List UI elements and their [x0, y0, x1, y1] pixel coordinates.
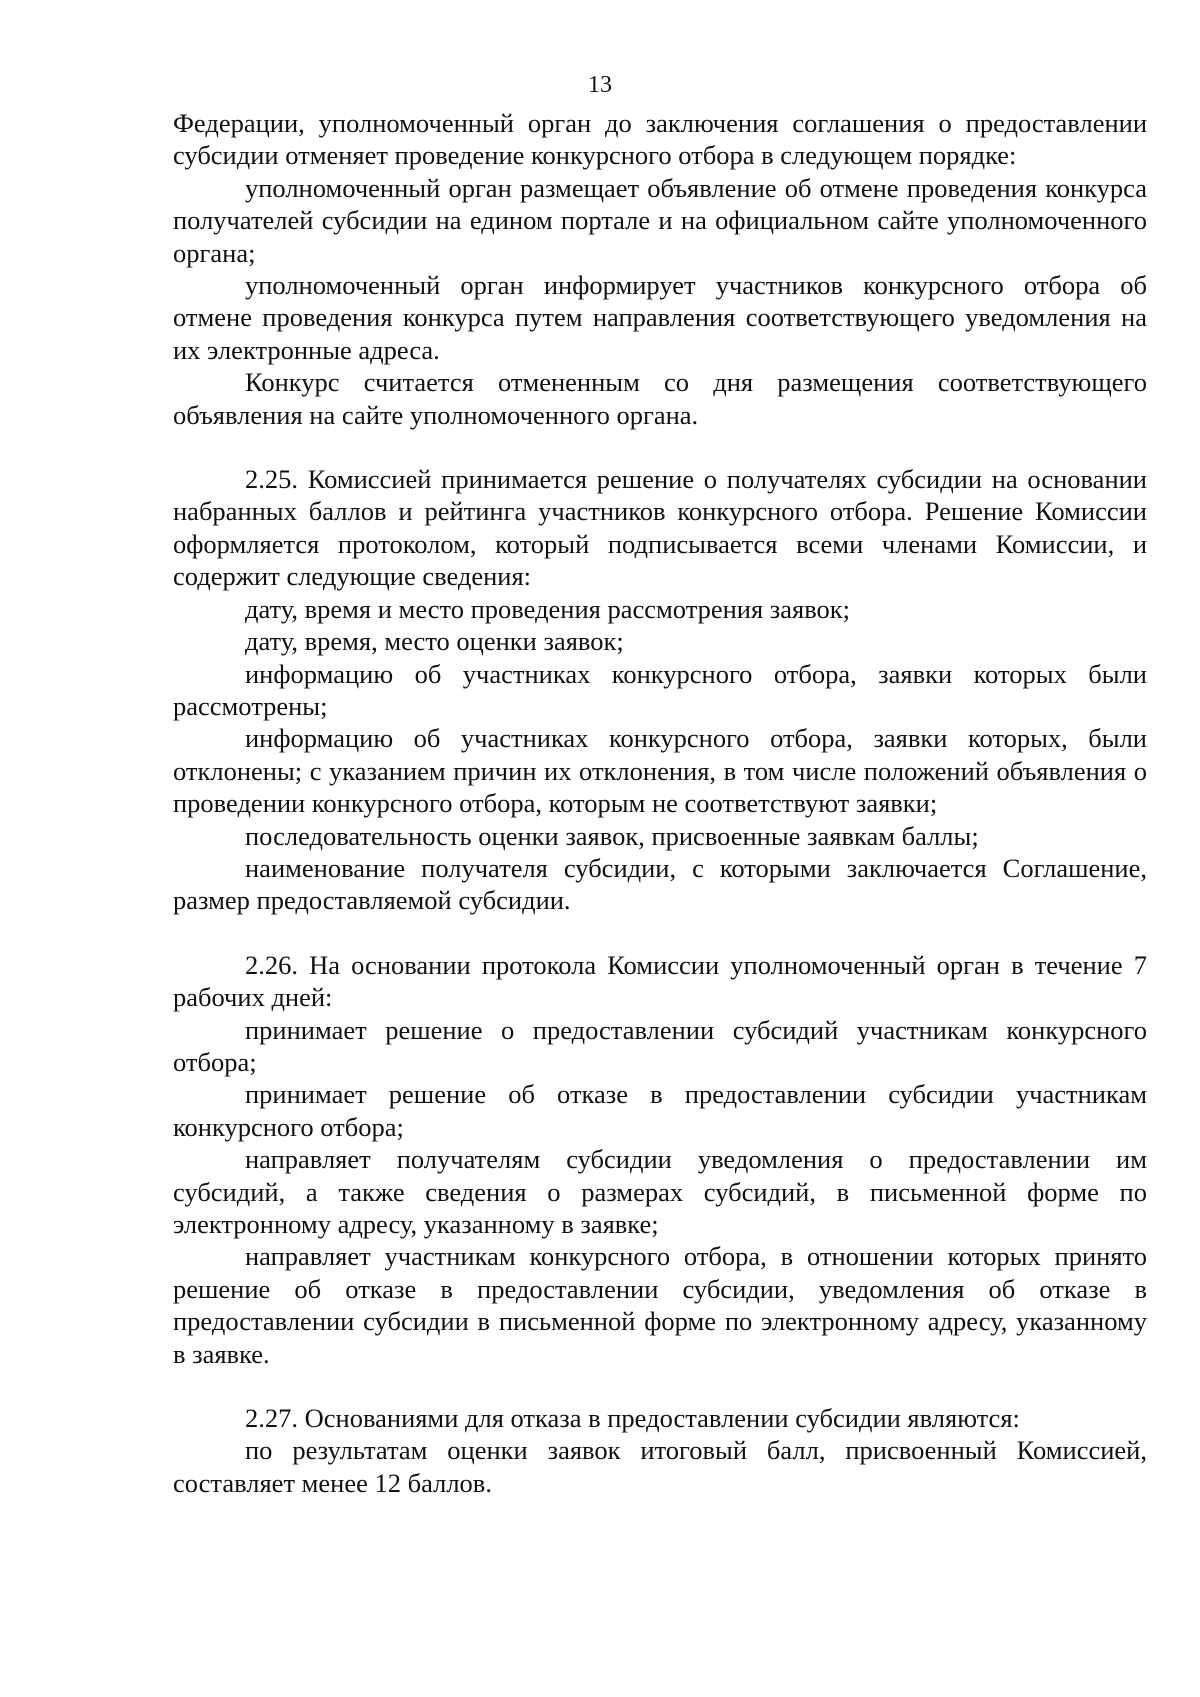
section-paragraph: 2.25. Комиссией принимается решение о получателях субсидии на основании набранных баллов и рейтинга участников конкурсного отбора. Решение Комиссии оформляется протоколом, который подписывается всеми членами Комиссии, и содержит следующие сведения: — [173, 464, 1147, 592]
paragraph: Конкурс считается отмененным со дня размещения соответствующего объявления на сайте уполномоченного органа. — [173, 367, 1147, 430]
paragraph: наименование получателя субсидии, с которыми заключается Соглашение, размер предоставляемой субсидии. — [173, 852, 1147, 916]
paragraph: направляет участникам конкурсного отбора, в отношении которых принято решение об отказе в предоставлении субсидии, уведомления об отказе в предоставлении субсидии в письменной форме по электронному адресу, указанному в заявке. — [173, 1241, 1147, 1369]
paragraph: дату, время, место оценки заявок; — [245, 626, 624, 657]
paragraph: направляет получателям субсидии уведомления о предоставлении им субсидий, а также сведения о размерах субсидий, в письменной форме по электронному адресу, указанному в заявке; — [173, 1144, 1147, 1239]
section-gap — [173, 1370, 1147, 1402]
paragraph: уполномоченный орган размещает объявление об отмене проведения конкурса получателей субсидии на едином портале и на официальном сайте уполномоченного органа; — [173, 172, 1147, 268]
page-number: 13 — [588, 72, 612, 98]
section-gap — [173, 431, 1147, 463]
paragraph: по результатам оценки заявок итоговый балл, присвоенный Комиссией, составляет менее 12 баллов. — [173, 1435, 1147, 1498]
paragraph: дату, время и место проведения рассмотрения заявок; — [245, 593, 851, 624]
paragraph: Федерации, уполномоченный орган до заключения соглашения о предоставлении субсидии отменяет проведение конкурсного отбора в следующем порядке: — [173, 108, 1147, 171]
paragraph: принимает решение об отказе в предоставлении субсидии участникам конкурсного отбора; — [173, 1079, 1147, 1142]
paragraph: принимает решение о предоставлении субсидий участникам конкурсного отбора; — [173, 1014, 1147, 1077]
section-paragraph: 2.26. На основании протокола Комиссии уполномоченный орган в течение 7 рабочих дней: — [173, 949, 1147, 1013]
paragraph: последовательность оценки заявок, присвоенные заявкам баллы; — [245, 820, 979, 851]
paragraph: информацию об участниках конкурсного отбора, заявки которых, были отклонены; с указанием причин их отклонения, в том числе положений объявления о проведении конкурсного отбора, которым не соответствуют заявки; — [173, 723, 1147, 819]
paragraph: уполномоченный орган информирует участников конкурсного отбора об отмене проведения конкурса путем направления соответствующего уведомления на их электронные адреса. — [173, 270, 1147, 365]
section-paragraph: 2.27. Основаниями для отказа в предоставлении субсидии являются: — [245, 1403, 1020, 1434]
section-gap — [173, 917, 1147, 949]
document-body — [173, 107, 1147, 1499]
paragraph: информацию об участниках конкурсного отбора, заявки которых были рассмотрены; — [173, 658, 1147, 721]
